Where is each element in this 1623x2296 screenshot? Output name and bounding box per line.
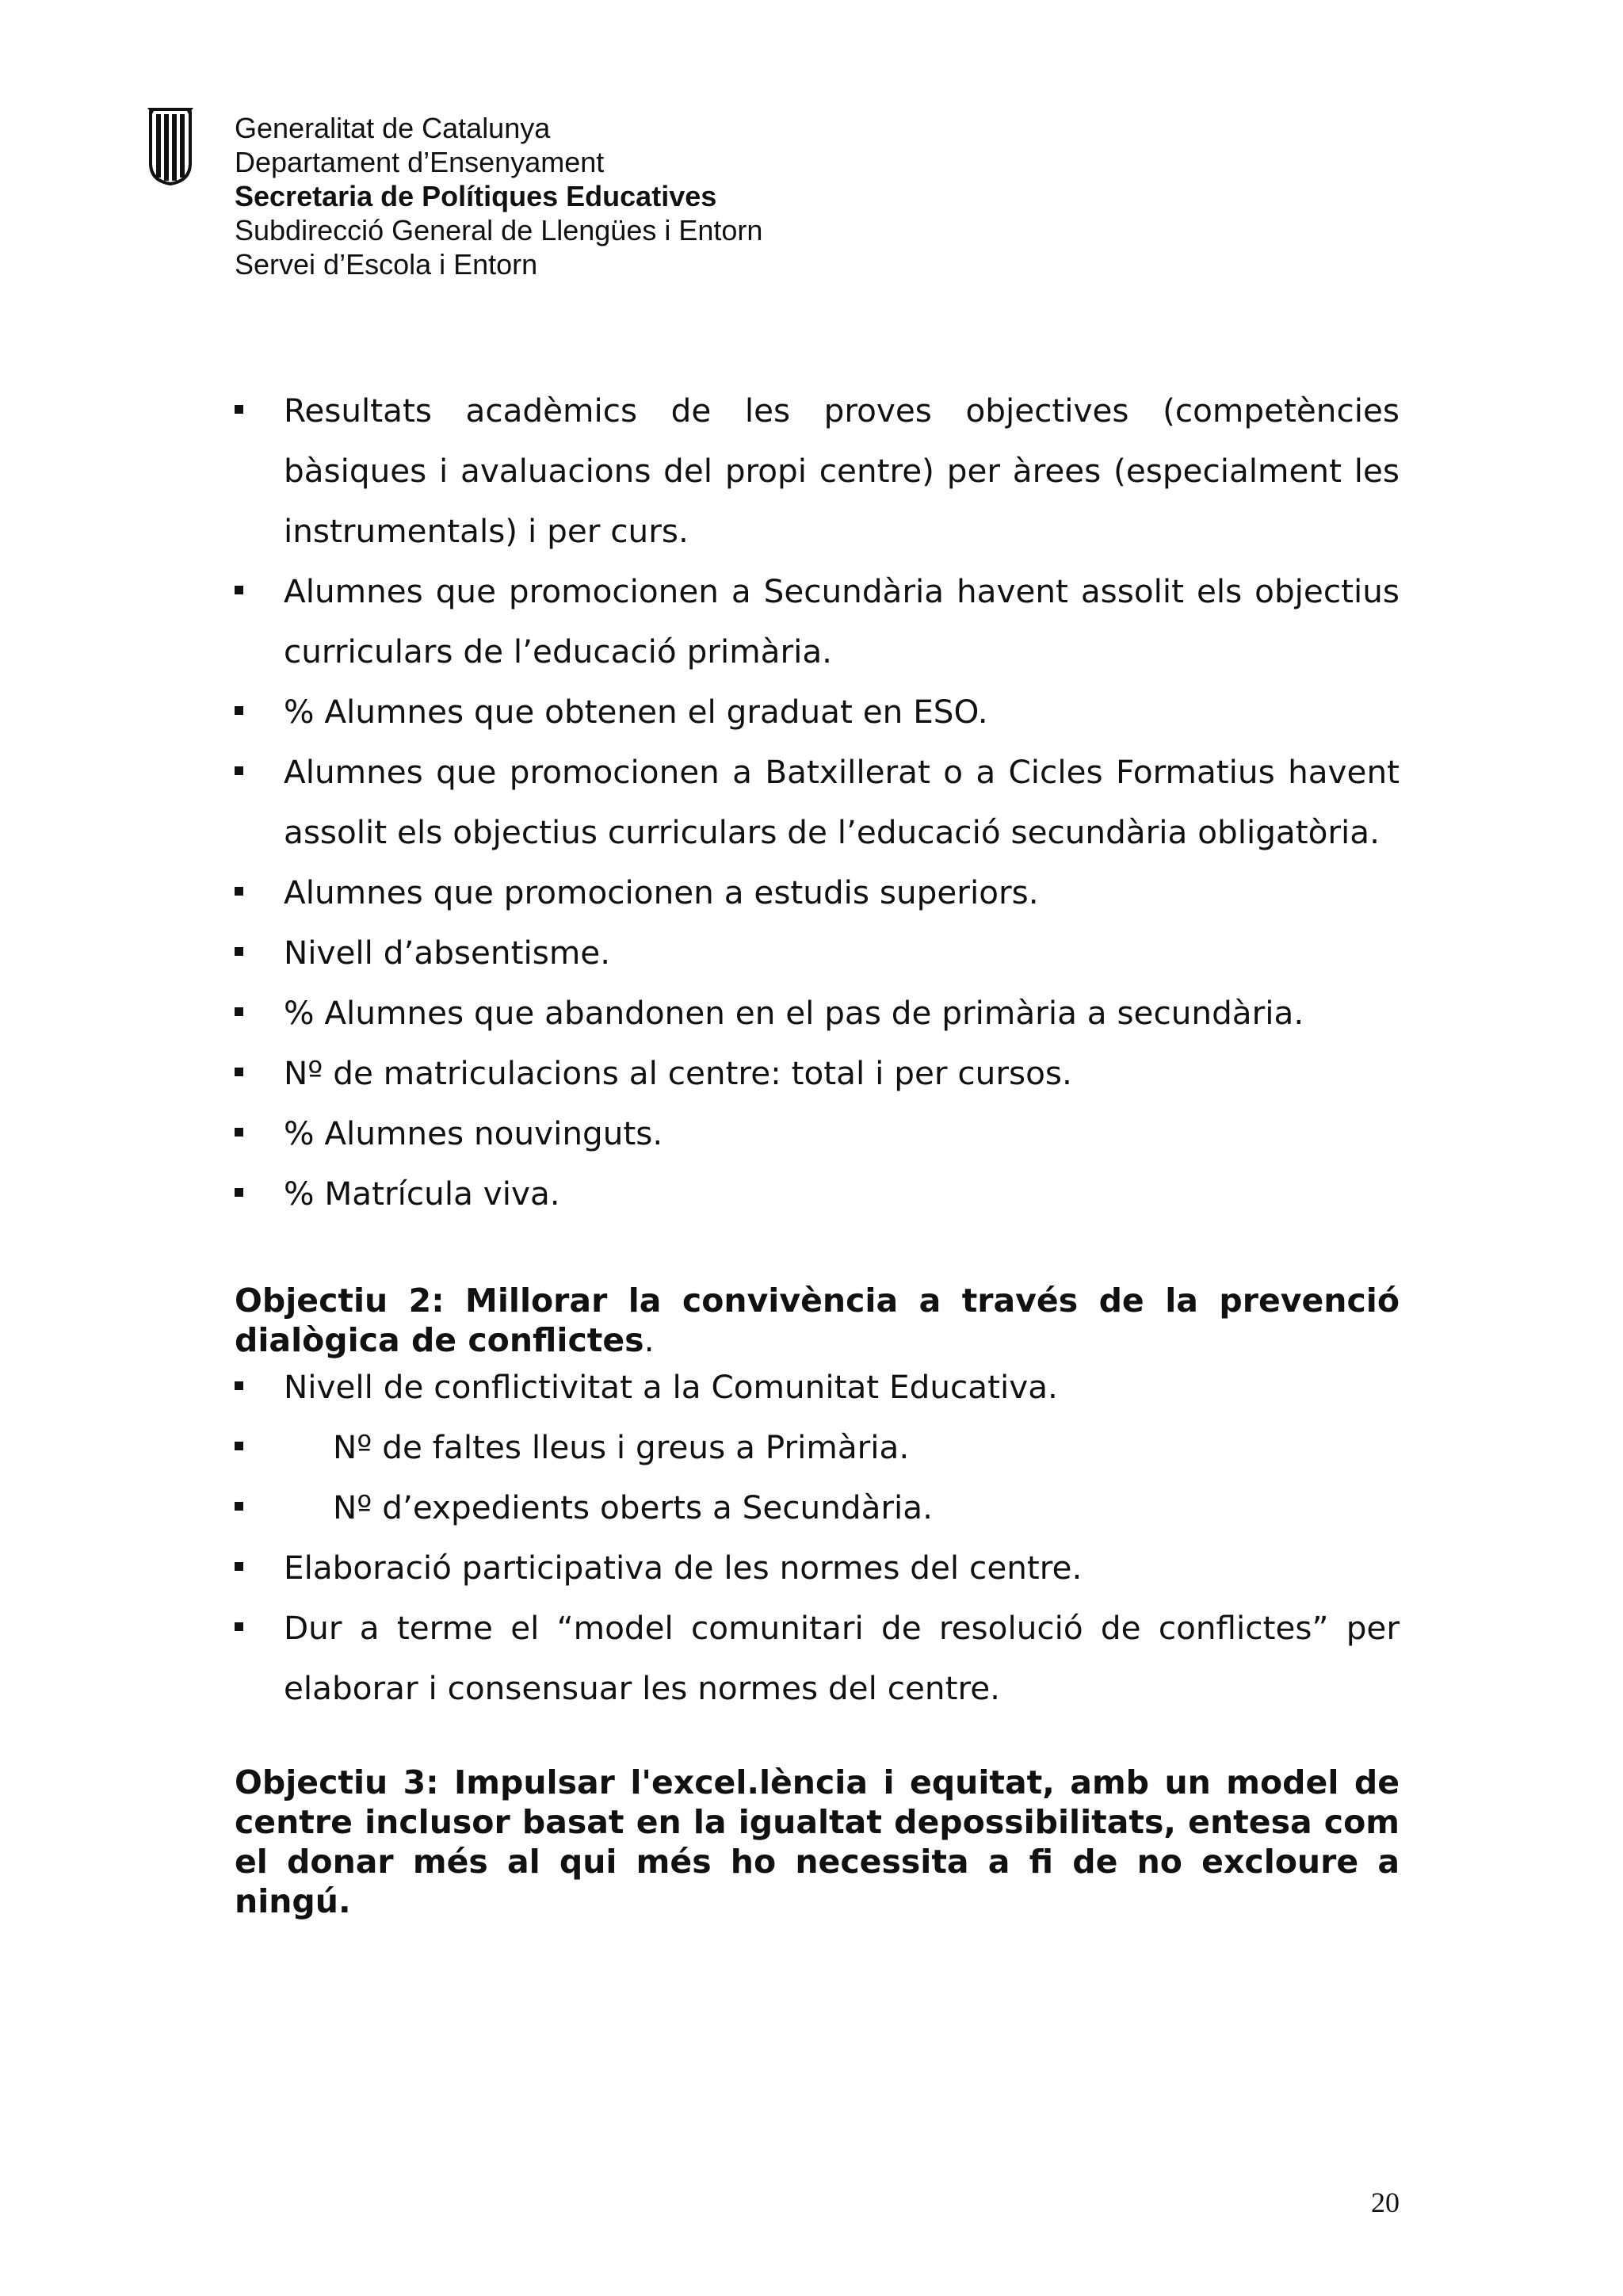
header-line-department: Departament d’Ensenyament — [235, 146, 605, 178]
header-line-secretariat: Secretaria de Polítiques Educatives — [235, 180, 717, 212]
page-number: 20 — [1371, 2187, 1400, 2218]
objective-3-heading: Objectiu 3: Impulsar l'excel.lència i equitat, amb un model de centre inclusor basat en la igualtat depossibilitats, entesa com el donar més al qui més ho necessita a fi de no excloure a ningú. — [235, 1763, 1400, 1920]
list-item: Nº de matriculacions al centre: total i per cursos. — [235, 1043, 1400, 1103]
header-line-service: Servei d’Escola i Entorn — [235, 248, 538, 281]
list-item: Nivell de conflictivitat a la Comunitat Educativa. — [235, 1357, 1400, 1417]
header-line-subdirectorate: Subdirecció General de Llengües i Entorn — [235, 214, 763, 246]
list-item: % Alumnes nouvinguts. — [235, 1103, 1400, 1163]
list-item: Nivell d’absentisme. — [235, 923, 1400, 983]
list-item: Nº de faltes lleus i greus a Primària. — [235, 1417, 1400, 1477]
letterhead — [235, 111, 762, 281]
generalitat-stripes-icon — [147, 108, 193, 185]
header-line-government: Generalitat de Catalunya — [235, 112, 551, 144]
indicator-list-1 — [235, 380, 1400, 1224]
list-item: % Matrícula viva. — [235, 1163, 1400, 1224]
list-item: Nº d’expedients oberts a Secundària. — [235, 1477, 1400, 1538]
list-item: % Alumnes que abandonen en el pas de primària a secundària. — [235, 983, 1400, 1043]
list-item: Resultats acadèmics de les proves objectives (competències bàsiques i avaluacions del propi centre) per àrees (especialment les instrumentals) i per curs. — [235, 380, 1400, 561]
list-item: Alumnes que promocionen a Batxillerat o a Cicles Formatius havent assolit els objectius curriculars de l’educació secundària obligatòria. — [235, 742, 1400, 862]
list-item: Dur a terme el “model comunitari de resolució de conflictes” per elaborar i consensuar les normes del centre. — [235, 1598, 1400, 1718]
list-item: Elaboració participativa de les normes del centre. — [235, 1538, 1400, 1598]
list-item: Alumnes que promocionen a estudis superiors. — [235, 862, 1400, 923]
list-item: Alumnes que promocionen a Secundària havent assolit els objectius curriculars de l’educació primària. — [235, 561, 1400, 682]
indicator-list-2 — [235, 1357, 1400, 1718]
list-item: % Alumnes que obtenen el graduat en ESO. — [235, 682, 1400, 742]
objective-2-heading: Objectiu 2: Millorar la convivència a través de la prevenció dialògica de conflictes. — [235, 1282, 1400, 1359]
document-body — [235, 380, 1400, 1921]
